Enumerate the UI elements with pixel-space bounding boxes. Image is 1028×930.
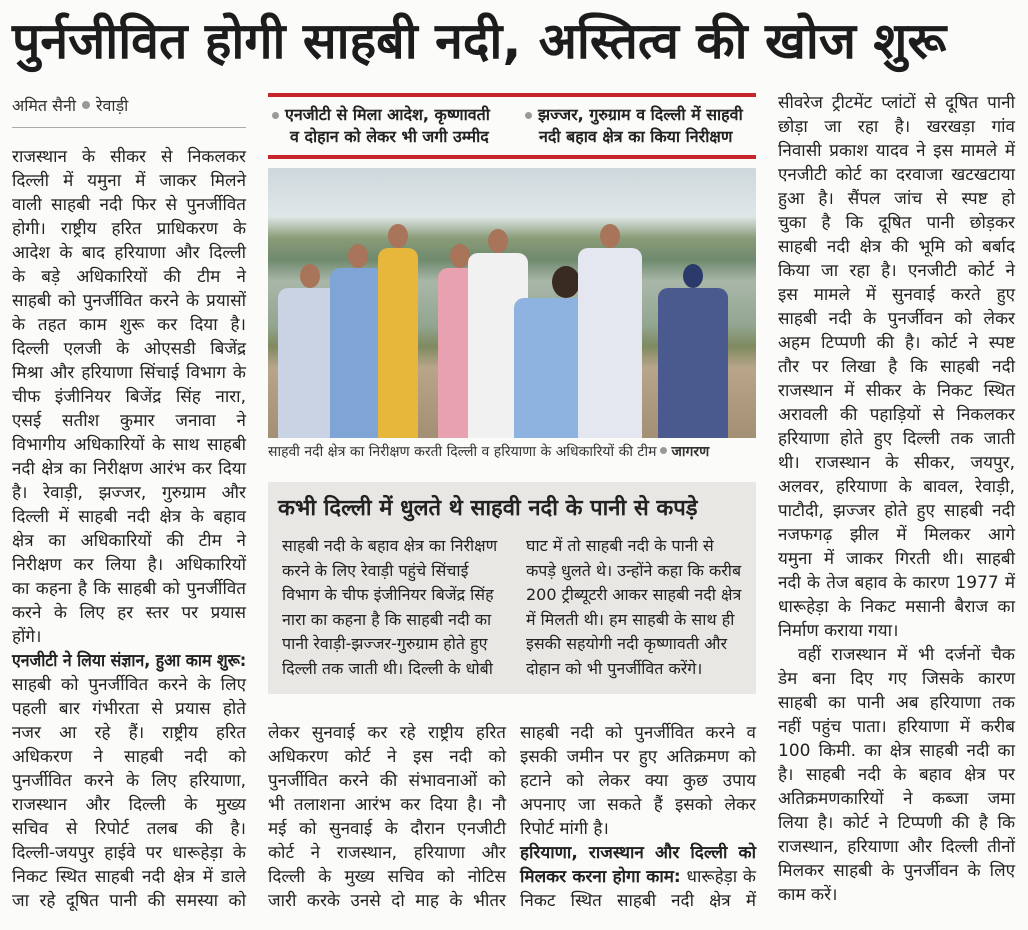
column-center-right bbox=[520, 721, 756, 913]
text-line: दिल्ली एलजी के ओएसडी बिजेंद्र bbox=[12, 339, 246, 359]
byline bbox=[12, 94, 128, 116]
text-line: मई को सुनवाई के दौरान एनजीटी bbox=[268, 819, 506, 839]
text-line: सचिव से रिपोर्ट तलब की है। bbox=[12, 819, 246, 839]
text-line: लेकर सुनवाई कर रहे राष्ट्रीय हरित bbox=[268, 723, 506, 743]
text-line: राजस्थान और दिल्ली के मुख्य bbox=[12, 795, 246, 815]
bullet-icon bbox=[82, 101, 90, 109]
text-line: जा रहे दूषित पानी की समस्या को bbox=[12, 891, 246, 911]
box-column-1 bbox=[282, 534, 508, 681]
photo-person bbox=[578, 224, 642, 438]
text-line: अलवर, हरियाणा के बावल, रेवाड़ी, bbox=[778, 477, 1015, 497]
text-line: क्षेत्र का अधिकारियों की टीम ने bbox=[12, 531, 246, 551]
box-text-line: इसकी सहयोगी नदी कृष्णावती और bbox=[526, 634, 728, 653]
highlight-2 bbox=[525, 104, 755, 148]
text-line: राजस्थान, हरियाणा और दिल्ली तीनों bbox=[778, 837, 1015, 857]
box-text-line: नारा का कहना है कि साहबी नदी का bbox=[282, 609, 492, 629]
text-span: धारूहेड़ा के bbox=[680, 867, 756, 887]
text-line: अधिकरण कोर्ट ने इस नदी को bbox=[268, 747, 506, 767]
text-line: जारी करके उनसे दो माह के भीतर bbox=[268, 891, 506, 911]
text-line: दिल्ली में यमुना में जाकर मिलने bbox=[12, 171, 246, 191]
text-line: अधिकरण ने साहबी नदी को bbox=[12, 747, 246, 767]
photo-caption bbox=[268, 442, 756, 461]
box-text-line: घाट में तो साहबी नदी के पानी से bbox=[526, 536, 714, 555]
text-line: नदी के तेज बहाव के कारण 1977 में bbox=[778, 573, 1015, 593]
text-line: पुनर्जीवित करने की संभावनाओं को bbox=[268, 771, 506, 791]
text-line: है। साहबी नदी के बहाव क्षेत्र पर bbox=[778, 765, 1015, 785]
highlight-top-rule bbox=[268, 93, 756, 97]
text-line: साहबी को पुनर्जीवित करने के प्रयासों bbox=[12, 291, 246, 311]
photo-credit: जागरण bbox=[671, 444, 710, 460]
text-line: मिलकर साहबी के पुनर्जीवन के लिए bbox=[778, 861, 1015, 881]
highlight-bottom-rule bbox=[268, 155, 756, 159]
news-photo bbox=[268, 168, 756, 438]
text-line: साहबी को पुनर्जीवित करने के लिए bbox=[12, 675, 246, 695]
text-line: यमुना में जाकर गिरती थी। साहबी bbox=[778, 549, 1015, 569]
text-line: अरावली की पहाड़ियों से निकलकर bbox=[778, 405, 1015, 425]
byline-divider bbox=[12, 127, 246, 128]
text-line: का कहना है कि साहबी को पुनर्जीवित bbox=[12, 579, 246, 599]
text-line: निकट स्थित साहबी नदी क्षेत्र में bbox=[520, 891, 756, 911]
text-line: वाली साहबी नदी फिर से पुनर्जीवित bbox=[12, 195, 246, 215]
text-line: अतिक्रमणकारियों ने कब्जा जमा bbox=[778, 789, 1015, 809]
text-line: इस मामले में सुनवाई करते हुए bbox=[778, 285, 1015, 305]
box-text-line: दोहान को भी पुनर्जीवित करेंगे। bbox=[526, 658, 703, 678]
sidebar-box bbox=[268, 482, 756, 694]
box-column-2 bbox=[526, 534, 752, 681]
text-line bbox=[520, 865, 756, 889]
text-line: भी तलाशना आरंभ कर दिया है। नौ bbox=[268, 795, 506, 815]
text-line: हरियाणा होते हुए दिल्ली तक जाती bbox=[778, 429, 1015, 449]
highlight-1-line1: एनजीटी से मिला आदेश, कृष्णावती bbox=[285, 105, 490, 124]
caption-text: साहवी नदी क्षेत्र का निरीक्षण करती दिल्ली व हरियाणा के अधिकारियों की टीम bbox=[268, 444, 657, 460]
text-line: निर्माण कराया गया। bbox=[778, 621, 899, 641]
text-line: के तहत काम शुरू कर दिया है। bbox=[12, 315, 246, 335]
text-line: मिश्रा और हरियाणा सिंचाई विभाग के bbox=[12, 363, 246, 383]
text-line: निकट स्थित साहबी नदी क्षेत्र में डाले bbox=[12, 867, 246, 887]
text-line: लिया है। कोर्ट ने टिप्पणी की है कि bbox=[778, 813, 1015, 833]
text-line: तौर पर लिखा है कि साहबी नदी bbox=[778, 357, 1015, 377]
text-line: इसकी जमीन पर हुए अतिक्रमण को bbox=[520, 747, 756, 767]
text-line: चीफ इंजीनियर बिजेंद्र सिंह नारा, bbox=[12, 387, 246, 407]
headline: पुर्नजीवित होगी साहबी नदी, अस्तित्व की खोज शुरू bbox=[12, 12, 947, 70]
text-line: हुआ है। सैंपल जांच से स्पष्ट हो bbox=[778, 189, 1015, 209]
text-line: पाटौदी, झज्जर होते हुए साहबी नदी bbox=[778, 501, 1015, 521]
text-line: राजस्थान के सीकर से निकलकर bbox=[12, 147, 246, 167]
text-line: धारूहेड़ा के निकट मसानी बैराज का bbox=[778, 597, 1015, 617]
text-line: सीवरेज ट्रीटमेंट प्लांटों से दूषित पानी bbox=[778, 93, 1015, 113]
text-line: वहीं राजस्थान में भी दर्जनों चैक bbox=[798, 645, 1015, 665]
text-line: एनजीटी ने लिया संज्ञान, हुआ काम शुरू: bbox=[12, 651, 247, 671]
text-line: आदेश के बाद हरियाणा और दिल्ली bbox=[12, 243, 246, 263]
text-line: साहबी का पानी अब हरियाणा तक bbox=[778, 693, 1015, 713]
column-left bbox=[12, 145, 246, 913]
box-text-line: में मिलती थी। हम साहबी के साथ ही bbox=[526, 609, 735, 629]
column-center-left bbox=[268, 721, 506, 913]
text-line: चुका है कि दूषित पानी छोड़कर bbox=[778, 213, 1015, 233]
text-line: कोर्ट ने राजस्थान, हरियाणा और bbox=[268, 843, 506, 863]
box-text-line: 200 ट्रीब्यूटरी आकर साहबी नदी क्षेत्र bbox=[526, 585, 742, 604]
text-line: रिपोर्ट मांगी है। bbox=[520, 819, 609, 839]
highlight-1 bbox=[272, 104, 508, 148]
text-line: है। रेवाड़ी, झज्जर, गुरुग्राम और bbox=[12, 483, 246, 503]
text-line: किया जा रहा है। एनजीटी कोर्ट ने bbox=[778, 261, 1015, 281]
text-line: निवासी प्रकाश यादव ने इस मामले में bbox=[778, 141, 1015, 161]
highlight-1-line2: व दोहान को लेकर भी जगी उम्मीद bbox=[290, 127, 489, 146]
box-text-line: पानी रेवाड़ी-झज्जर-गुरुग्राम होते हुए bbox=[282, 634, 488, 653]
text-line: 100 किमी. का क्षेत्र साहबी नदी का bbox=[778, 741, 1015, 761]
text-line: डेम बना दिए गए जिसके कारण bbox=[778, 669, 1015, 689]
text-line: नदी क्षेत्र का निरीक्षण आरंभ कर दिया bbox=[12, 459, 246, 479]
box-text-line: दिल्ली तक जाती थी। दिल्ली के धोबी bbox=[282, 658, 493, 678]
text-line: दिल्ली-जयपुर हाईवे पर धारूहेड़ा के bbox=[12, 843, 246, 863]
box-title: कभी दिल्ली में धुलते थे साहवी नदी के पानी से कपड़े bbox=[278, 496, 698, 521]
text-line: के बड़े अधिकारियों की टीम ने bbox=[12, 267, 246, 287]
text-line: साहबी नदी क्षेत्र की भूमि को बर्बाद bbox=[778, 237, 1015, 257]
text-line: नजफगढ़ झील में मिलकर आगे bbox=[778, 525, 1015, 545]
highlight-2-line2: नदी बहाव क्षेत्र का किया निरीक्षण bbox=[539, 127, 733, 146]
text-line: करने के लिए हर स्तर पर प्रयास bbox=[12, 603, 246, 623]
text-line: होंगे। bbox=[12, 627, 42, 647]
bullet-icon bbox=[660, 447, 667, 454]
subhead-text: मिलकर करना होगा काम: bbox=[520, 867, 681, 887]
text-line: छोड़ा जा रहा है। खरखड़ा गांव bbox=[778, 117, 1015, 137]
text-line: अहम टिप्पणी की है। कोर्ट ने स्पष्ट bbox=[778, 333, 1015, 353]
photo-person bbox=[658, 264, 728, 438]
dateline-place: रेवाड़ी bbox=[95, 96, 129, 115]
text-line: नहीं पहुंच पाता। हरियाणा में करीब bbox=[778, 717, 1015, 737]
text-line: पहली बार गंभीरता से प्रयास होते bbox=[12, 699, 246, 719]
text-line: अपनाए जा सकते हैं इसको लेकर bbox=[520, 795, 756, 815]
highlight-2-line1: झज्जर, गुरुग्राम व दिल्ली में साहवी bbox=[538, 105, 743, 124]
text-line: होगी। राष्ट्रीय हरित प्राधिकरण के bbox=[12, 219, 246, 239]
text-line: एनजीटी कोर्ट का दरवाजा खटखटाया bbox=[778, 165, 1015, 185]
text-line: हटाने को लेकर क्या कुछ उपाय bbox=[520, 771, 756, 791]
text-line: हरियाणा, राजस्थान और दिल्ली को bbox=[520, 843, 756, 863]
text-line: साहबी नदी को पुनर्जीवित करने व bbox=[520, 723, 756, 743]
box-text-line: साहबी नदी के बहाव क्षेत्र का निरीक्षण bbox=[282, 536, 498, 555]
text-line: विभागीय अधिकारियों के साथ साहबी bbox=[12, 435, 246, 455]
text-line: दिल्ली में साहबी नदी क्षेत्र के बहाव bbox=[12, 507, 246, 527]
text-line: राजस्थान में सीकर के निकट स्थित bbox=[778, 381, 1015, 401]
box-text-line: कपड़े धुलते थे। उन्होंने कहा कि करीब bbox=[526, 560, 742, 580]
bullet-icon bbox=[272, 112, 279, 119]
text-line: काम करें। bbox=[778, 885, 838, 905]
text-line: एसई सतीश कुमार जनावा ने bbox=[12, 411, 246, 431]
text-line: पुनर्जीवित करने के लिए हरियाणा, bbox=[12, 771, 246, 791]
photo-person bbox=[378, 224, 418, 438]
text-line: निरीक्षण कर लिया है। अधिकारियों bbox=[12, 555, 246, 575]
box-text-line: विभाग के चीफ इंजीनियर बिजेंद्र सिंह bbox=[282, 585, 494, 604]
text-line: दिल्ली के मुख्य सचिव को नोटिस bbox=[268, 867, 506, 887]
author-name: अमित सैनी bbox=[12, 96, 76, 115]
bullet-icon bbox=[525, 112, 532, 119]
box-text-line: करने के लिए रेवाड़ी पहुंचे सिंचाई bbox=[282, 560, 469, 580]
text-line: थी। राजस्थान के सीकर, जयपुर, bbox=[778, 453, 1015, 473]
text-line: साहबी नदी के पुनर्जीवन को लेकर bbox=[778, 309, 1015, 329]
text-line: नजर आ रहे हैं। राष्ट्रीय हरित bbox=[12, 723, 246, 743]
column-right bbox=[778, 91, 1015, 907]
